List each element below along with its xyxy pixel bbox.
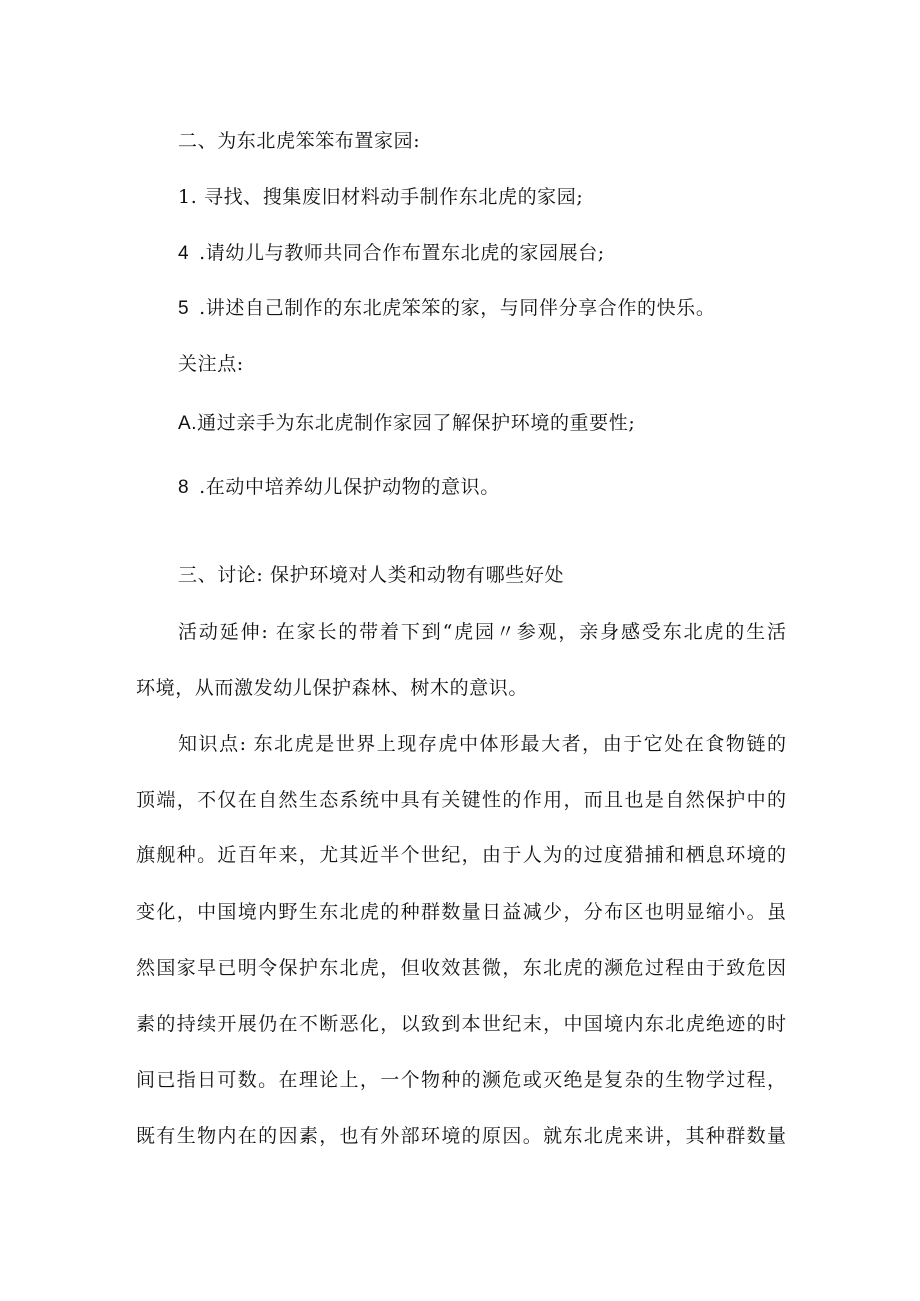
focus-point-2-text: .在动中培养幼儿保护动物的意识。 [199, 476, 500, 498]
list-item-2 [178, 241, 605, 266]
knowledge-paragraph-line: 间已指日可数。在理论上，一个物种的濒危或灭绝是复杂的生物学过程， [136, 1069, 786, 1091]
knowledge-paragraph-line: 顶端，不仅在自然生态系统中具有关键性的作用，而且也是自然保护中的 [136, 789, 786, 811]
knowledge-paragraph-line: 变化，中国境内野生东北虎的种群数量日益减少，分布区也明显缩小。虽 [136, 901, 786, 923]
focus-points-label: 关注点: [178, 353, 244, 375]
focus-point-1-text: 通过亲手为东北虎制作家园了解保护环境的重要性; [197, 412, 636, 434]
list-item-3-text: .讲述自己制作的东北虎笨笨的家，与同伴分享合作的快乐。 [199, 297, 716, 319]
list-item-1: 1. 寻找、搜集废旧材料动手制作东北虎的家园; [178, 186, 584, 208]
knowledge-paragraph-line: 然国家早已明令保护东北虎，但收效甚微，东北虎的濒危过程由于致危因 [136, 957, 786, 979]
extension-paragraph-line: 环境，从而激发幼儿保护森林、树木的意识。 [136, 677, 529, 699]
list-item-2-text: .请幼儿与教师共同合作布置东北虎的家园展台; [199, 242, 605, 264]
focus-point-2 [178, 475, 500, 500]
list-item-2-number: 4 [178, 243, 190, 264]
knowledge-paragraph-line: 既有生物内在的因素，也有外部环境的原因。就东北虎来讲，其种群数量 [136, 1125, 786, 1147]
section-2-heading: 二、为东北虎笨笨布置家园: [178, 130, 421, 152]
knowledge-paragraph-line: 知识点: 东北虎是世界上现存虎中体形最大者，由于它处在食物链的 [178, 733, 786, 755]
section-3-heading: 三、讨论: 保护环境对人类和动物有哪些好处 [178, 564, 565, 586]
list-item-3 [178, 296, 715, 321]
focus-point-1-marker: A. [178, 413, 198, 434]
focus-point-1 [178, 411, 635, 436]
knowledge-paragraph-line: 素的持续开展仍在不断恶化，以致到本世纪末，中国境内东北虎绝迹的时 [136, 1013, 786, 1035]
list-item-3-number: 5 [178, 298, 190, 319]
focus-point-2-number: 8 [178, 477, 190, 498]
knowledge-paragraph-line: 旗舰种。近百年来，尤其近半个世纪，由于人为的过度猎捕和栖息环境的 [136, 844, 786, 866]
extension-paragraph-line: 活动延伸: 在家长的带着下到“虎园〃参观，亲身感受东北虎的生活 [178, 621, 786, 643]
